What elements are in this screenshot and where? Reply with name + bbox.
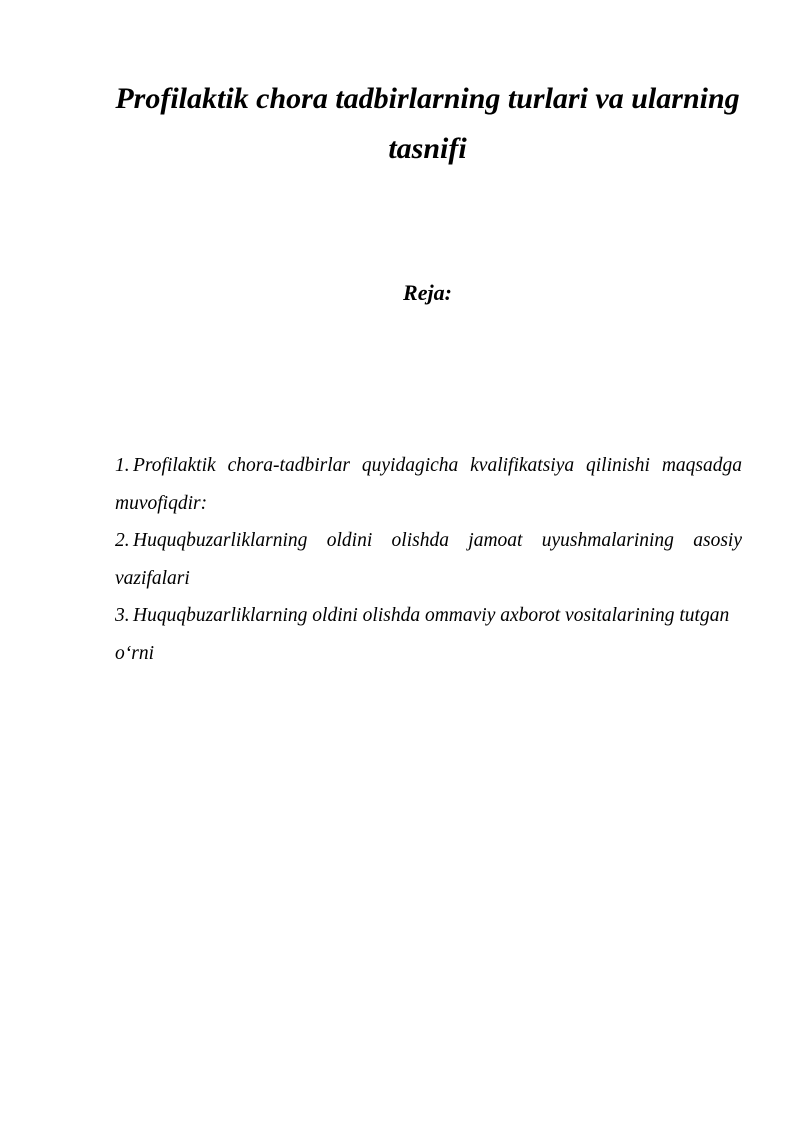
plan-item-number: 1. xyxy=(115,455,130,476)
plan-list xyxy=(115,447,742,672)
plan-heading: Reja: xyxy=(403,280,452,305)
document-title-line-1: Profilaktik chora tadbirlarning turlari va ularning xyxy=(115,82,740,115)
document-title-line-2: tasnifi xyxy=(388,132,467,165)
plan-item-text: Profilaktik chora-tadbirlar quyidagicha kvalifikatsiya qilinishi maqsadga muvofiqdir: xyxy=(115,455,742,514)
plan-item-number: 2. xyxy=(115,530,130,551)
plan-item-1 xyxy=(115,447,742,522)
plan-item-number: 3. xyxy=(115,605,130,626)
document-title xyxy=(95,74,760,174)
plan-item-text: Huquqbuzarliklarning oldini olishda jamoat uyushmalarining asosiy vazifalari xyxy=(115,530,742,589)
plan-item-3 xyxy=(115,597,742,672)
plan-item-2 xyxy=(115,522,742,597)
plan-item-text: Huquqbuzarliklarning oldini olishda ommaviy axborot vositalarining tutgan o‘rni xyxy=(115,605,730,664)
